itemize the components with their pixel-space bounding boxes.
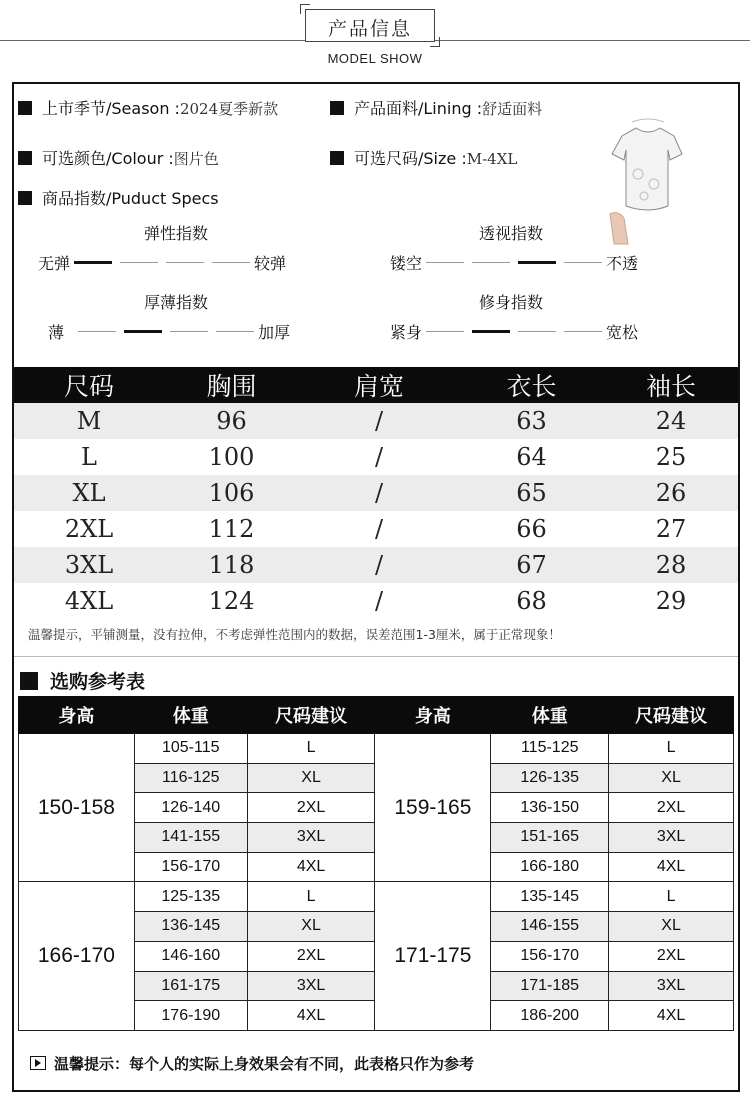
size-cell: 25 <box>655 443 687 471</box>
size-suggestion-cell: L <box>609 882 734 912</box>
thickness-index-title: 厚薄指数 <box>144 293 209 312</box>
size-table-row <box>14 583 738 619</box>
weight-cell: 135-145 <box>491 882 609 912</box>
size-table-row <box>14 511 738 547</box>
season-value: 2024夏季新款 <box>179 100 279 118</box>
product-photo <box>608 114 686 246</box>
weight-cell: 115-125 <box>491 734 609 764</box>
reference-header-row <box>19 697 734 734</box>
reference-table <box>18 696 734 1031</box>
colour-line <box>18 146 219 169</box>
height-range-cell: 166-170 <box>19 882 135 1030</box>
size-cell: 112 <box>208 515 255 543</box>
reference-header-cell: 尺码建议 <box>609 697 734 734</box>
scale-segment <box>170 331 208 332</box>
scale-segment <box>426 262 464 263</box>
specs-line <box>18 186 219 209</box>
size-suggestion-cell: 4XL <box>609 852 734 882</box>
sheer-index-title: 透视指数 <box>479 224 544 243</box>
bullet-square-icon <box>18 191 32 205</box>
reference-tip-text: 温馨提示：每个人的实际上身效果会有不同，此表格只作为参考 <box>54 1055 475 1073</box>
size-cell: 29 <box>655 587 687 615</box>
lining-line <box>330 96 542 119</box>
size-suggestion-cell: 2XL <box>609 793 734 823</box>
size-cell: 67 <box>516 551 547 579</box>
size-value: M-4XL <box>466 150 518 168</box>
season-label: 上市季节/Season : <box>42 99 180 118</box>
bullet-square-icon <box>330 101 344 115</box>
colour-label: 可选颜色/Colour : <box>42 149 174 168</box>
reference-header-cell: 体重 <box>491 697 609 734</box>
size-suggestion-cell: 2XL <box>247 941 375 971</box>
size-suggestion-cell: 4XL <box>247 852 375 882</box>
weight-cell: 136-145 <box>134 912 247 942</box>
scale-segment <box>74 261 112 264</box>
reference-title-text: 选购参考表 <box>50 671 146 693</box>
weight-cell: 146-160 <box>134 941 247 971</box>
reference-header-cell: 身高 <box>19 697 135 734</box>
size-suggestion-cell: 2XL <box>247 793 375 823</box>
thickness-index-scale <box>48 320 290 343</box>
reference-row <box>19 882 734 912</box>
size-suggestion-cell: 3XL <box>609 971 734 1001</box>
sheer-index-scale <box>390 251 638 274</box>
height-range-cell: 171-175 <box>375 882 491 1030</box>
header-title-box <box>305 9 435 42</box>
page-title: 产品信息 <box>327 18 412 40</box>
fit-left-label: 紧身 <box>390 323 423 342</box>
fit-index-scale <box>390 320 638 343</box>
size-cell: 3XL <box>64 551 114 579</box>
weight-cell: 151-165 <box>491 823 609 853</box>
size-cell: 24 <box>655 407 687 435</box>
size-cell: 2XL <box>64 515 114 543</box>
size-table-row <box>14 547 738 583</box>
scale-segment <box>426 331 464 332</box>
size-suggestion-cell: L <box>609 734 734 764</box>
weight-cell: 166-180 <box>491 852 609 882</box>
size-suggestion-cell: L <box>247 882 375 912</box>
scale-segment <box>212 262 250 263</box>
size-suggestion-cell: 3XL <box>609 823 734 853</box>
size-table-row <box>14 439 738 475</box>
weight-cell: 156-170 <box>134 852 247 882</box>
size-suggestion-cell: XL <box>247 763 375 793</box>
bullet-square-icon <box>18 101 32 115</box>
height-range-cell: 159-165 <box>375 734 491 882</box>
size-cell: 66 <box>516 515 547 543</box>
size-table-row <box>14 475 738 511</box>
size-suggestion-cell: L <box>247 734 375 764</box>
size-cell: 27 <box>655 515 687 543</box>
reference-header-cell: 尺码建议 <box>247 697 375 734</box>
sheer-left-label: 镂空 <box>390 254 423 273</box>
weight-cell: 125-135 <box>134 882 247 912</box>
size-cell: 118 <box>208 551 255 579</box>
size-cell: / <box>374 443 384 471</box>
sheer-right-label: 不透 <box>606 254 639 273</box>
bullet-square-icon <box>20 672 38 690</box>
season-line <box>18 96 278 119</box>
reference-title <box>20 667 145 694</box>
size-cell: 106 <box>208 479 255 507</box>
size-header-cell: 衣长 <box>506 372 557 401</box>
weight-cell: 171-185 <box>491 971 609 1001</box>
size-cell: / <box>374 515 384 543</box>
weight-cell: 105-115 <box>134 734 247 764</box>
thickness-right-label: 加厚 <box>258 323 291 342</box>
elastic-left-label: 无弹 <box>38 254 71 273</box>
scale-segment <box>124 330 162 333</box>
size-cell: 124 <box>208 587 255 615</box>
size-cell: 4XL <box>64 587 114 615</box>
scale-segment <box>120 262 158 263</box>
scale-segment <box>216 331 254 332</box>
size-suggestion-cell: 4XL <box>609 1001 734 1031</box>
size-cell: 63 <box>516 407 547 435</box>
size-table-header <box>14 367 738 403</box>
size-header-cell: 肩宽 <box>353 372 404 401</box>
weight-cell: 141-155 <box>134 823 247 853</box>
size-cell: / <box>374 551 384 579</box>
size-cell: / <box>374 479 384 507</box>
weight-cell: 116-125 <box>134 763 247 793</box>
scale-segment <box>472 330 510 333</box>
size-suggestion-cell: 3XL <box>247 823 375 853</box>
size-cell: 64 <box>516 443 547 471</box>
weight-cell: 176-190 <box>134 1001 247 1031</box>
size-cell: 100 <box>208 443 255 471</box>
scale-segment <box>518 261 556 264</box>
reference-header-cell: 身高 <box>375 697 491 734</box>
size-suggestion-cell: XL <box>609 912 734 942</box>
size-suggestion-cell: XL <box>609 763 734 793</box>
scale-segment <box>472 262 510 263</box>
size-suggestion-cell: 4XL <box>247 1001 375 1031</box>
size-cell: / <box>374 587 384 615</box>
scale-segment <box>78 331 116 332</box>
size-header-cell: 尺码 <box>63 372 114 401</box>
weight-cell: 156-170 <box>491 941 609 971</box>
size-cell: M <box>76 407 102 435</box>
size-cell: L <box>81 443 97 471</box>
size-suggestion-cell: 3XL <box>247 971 375 1001</box>
size-label: 可选尺码/Size : <box>354 149 467 168</box>
size-table-row <box>14 403 738 439</box>
size-cell: 68 <box>516 587 547 615</box>
lining-value: 舒适面料 <box>482 100 543 118</box>
fit-index-title: 修身指数 <box>479 293 544 312</box>
weight-cell: 186-200 <box>491 1001 609 1031</box>
size-cell: 28 <box>655 551 687 579</box>
scale-segment <box>564 262 602 263</box>
reference-tip <box>30 1053 474 1074</box>
divider <box>14 656 738 657</box>
size-line <box>330 146 517 169</box>
specs-label: 商品指数/Puduct Specs <box>42 189 219 208</box>
elastic-index-title: 弹性指数 <box>144 224 209 243</box>
size-suggestion-cell: XL <box>247 912 375 942</box>
scale-segment <box>564 331 602 332</box>
lining-label: 产品面料/Lining : <box>354 99 483 118</box>
size-cell: 96 <box>216 407 247 435</box>
reference-header-cell: 体重 <box>134 697 247 734</box>
size-cell: XL <box>72 479 106 507</box>
size-cell: 26 <box>655 479 687 507</box>
reference-row <box>19 734 734 764</box>
corner-bracket <box>300 4 310 14</box>
bullet-square-icon <box>18 151 32 165</box>
weight-cell: 126-140 <box>134 793 247 823</box>
colour-value: 图片色 <box>173 150 219 168</box>
play-icon <box>30 1056 46 1070</box>
size-suggestion-cell: 2XL <box>609 941 734 971</box>
size-table <box>14 367 738 619</box>
elastic-right-label: 较弹 <box>254 254 287 273</box>
fit-right-label: 宽松 <box>606 323 639 342</box>
weight-cell: 161-175 <box>134 971 247 1001</box>
size-header-cell: 袖长 <box>645 372 696 401</box>
measurement-note: 温馨提示，平铺测量，没有拉伸，不考虑弹性范围内的数据，误差范围1-3厘米，属于正常现象！ <box>28 627 561 642</box>
scale-segment <box>166 262 204 263</box>
elastic-index-scale <box>38 251 286 274</box>
height-range-cell: 150-158 <box>19 734 135 882</box>
size-header-cell: 胸围 <box>206 372 257 401</box>
size-cell: 65 <box>516 479 547 507</box>
scale-segment <box>518 331 556 332</box>
weight-cell: 136-150 <box>491 793 609 823</box>
weight-cell: 146-155 <box>491 912 609 942</box>
thickness-left-label: 薄 <box>48 323 65 342</box>
bullet-square-icon <box>330 151 344 165</box>
size-cell: / <box>374 407 384 435</box>
weight-cell: 126-135 <box>491 763 609 793</box>
page-subtitle: MODEL SHOW <box>327 51 423 66</box>
